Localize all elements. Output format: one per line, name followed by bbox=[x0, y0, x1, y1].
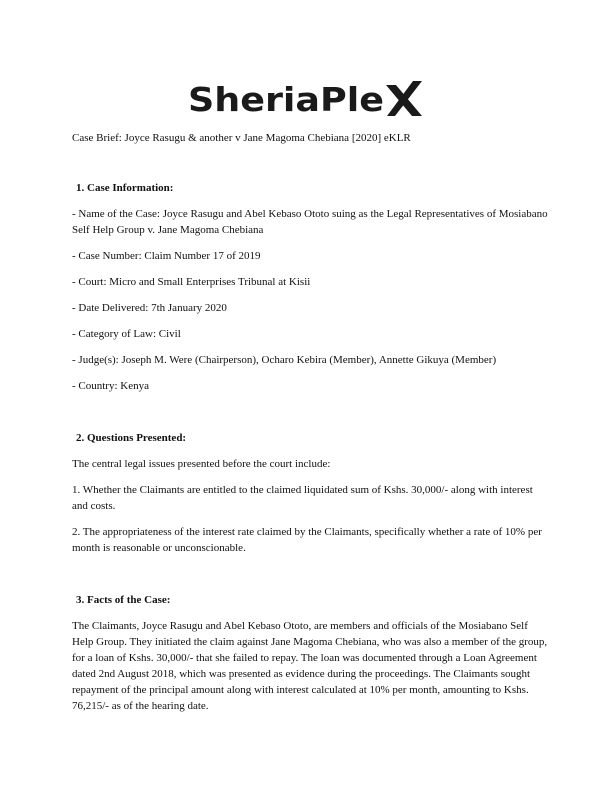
section-heading-facts: 3. Facts of the Case: bbox=[76, 594, 171, 606]
logo-wordmark: SheriaPle bbox=[188, 80, 384, 119]
case-info-country: - Country: Kenya bbox=[72, 380, 149, 392]
question-1: 1. Whether the Claimants are entitled to the claimed liquidated sum of Kshs. 30,000/- along with interest and costs. bbox=[72, 484, 533, 512]
document-title: Case Brief: Joyce Rasugu & another v Jane Magoma Chebiana [2020] eKLR bbox=[72, 132, 411, 144]
question-2: 2. The appropriateness of the interest rate claimed by the Claimants, specifically whether a rate of 10% per month is reasonable or unconscionable. bbox=[72, 526, 542, 554]
case-info-name: - Name of the Case: Joyce Rasugu and Abel Kebaso Ototo suing as the Legal Representatives of Mosiabano Self Help Group v. Jane Magoma Chebiana bbox=[72, 208, 548, 236]
case-info-judges: - Judge(s): Joseph M. Were (Chairperson), Ocharo Kebira (Member), Annette Gikuya (Member) bbox=[72, 354, 497, 366]
questions-intro: The central legal issues presented before the court include: bbox=[72, 458, 331, 470]
case-info-category: - Category of Law: Civil bbox=[72, 328, 181, 340]
case-info-number: - Case Number: Claim Number 17 of 2019 bbox=[72, 250, 261, 262]
section-heading-questions-presented: 2. Questions Presented: bbox=[76, 432, 187, 444]
x-mark-icon bbox=[386, 81, 422, 116]
case-info-court: - Court: Micro and Small Enterprises Tribunal at Kisii bbox=[72, 276, 311, 288]
logo-image bbox=[186, 76, 426, 120]
section-heading-case-information: 1. Case Information: bbox=[76, 182, 174, 194]
case-info-date: - Date Delivered: 7th January 2020 bbox=[72, 302, 227, 314]
facts-paragraph: The Claimants, Joyce Rasugu and Abel Kebaso Ototo, are members and officials of the Mosiabano Self Help Group. They initiated the claim against Jane Magoma Chebiana, who was also a member of the group, for a loan of Kshs. 30,000/- that she failed to repay. The loan was documented through a Loan Agreement dated 2nd August 2018, which was presented as evidence during the proceedings. The Claimants sought repayment of the principal amount along with interest calculated at 10% per month, amounting to Kshs. 76,215/- as of the hearing date. bbox=[72, 620, 548, 712]
sheriaplex-logo bbox=[0, 76, 612, 120]
